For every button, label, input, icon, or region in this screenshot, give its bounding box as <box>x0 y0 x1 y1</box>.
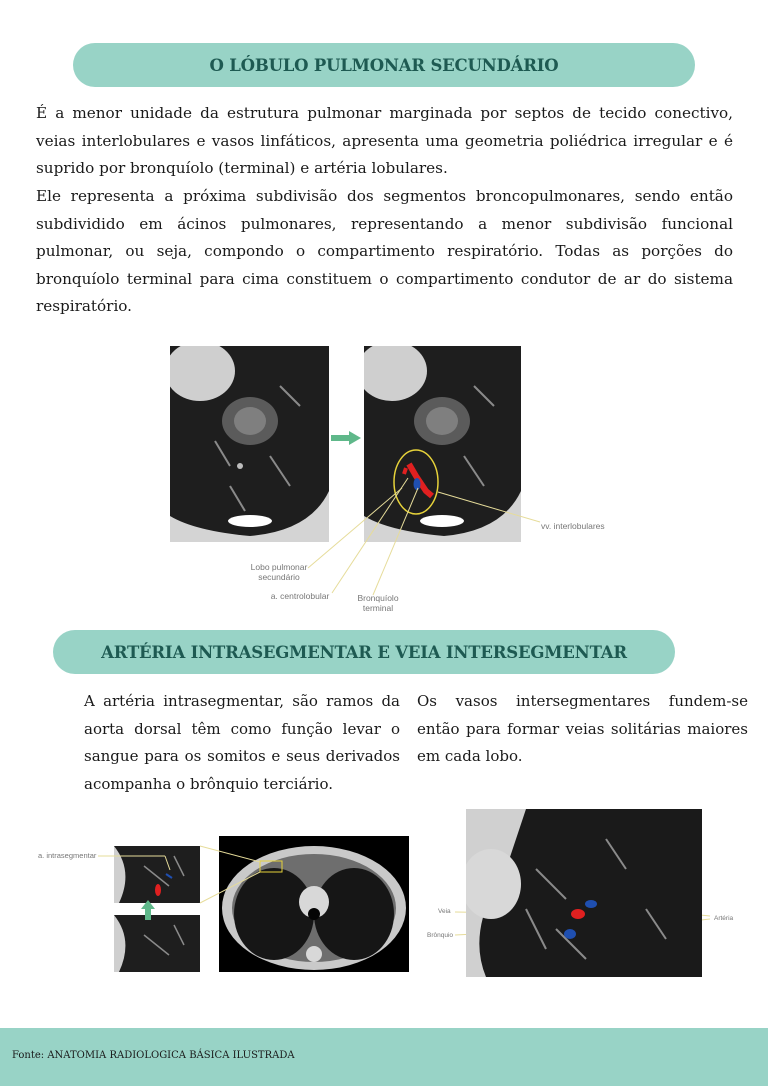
footer-bar <box>0 1028 768 1086</box>
footer-source: Fonte: ANATOMIA RADIOLOGICA BÁSICA ILUSTRADA <box>12 1050 295 1061</box>
paragraph-definition: É a menor unidade da estrutura pulmonar marginada por septos de tecido conectivo, veias interlobulares e vasos linfáticos, apresenta uma geometria poliédrica irregular e é suprido por bronquíolo (terminal) e artéria lobulares. <box>36 104 733 177</box>
section-title-arteria-text: ARTÉRIA INTRASEGMENTAR E VEIA INTERSEGMENTAR <box>101 642 627 662</box>
label-arteria: Artéria <box>714 915 734 922</box>
section-title-lobulo-text: O LÓBULO PULMONAR SECUNDÁRIO <box>209 55 559 75</box>
paragraph-subdivision: Ele representa a próxima subdivisão dos segmentos broncopulmonares, sendo então subdividido em ácinos pulmonares, representando a menor subdivisão funcional pulmonar, ou seja, compondo o compartimento respiratório. Todas as porções do bronquíolo terminal para cima constituem o compartimento condutor de ar do sistema respiratório. <box>36 187 733 315</box>
label-bronquiolo-terminal: Bronquíolo terminal <box>357 593 399 613</box>
label-lobo-pulmonar: Lobo pulmonar secundário <box>250 562 308 582</box>
paragraph-vasos-intersegmentares: Os vasos intersegmentares fundem-se então para formar veias solitárias maiores em cada lobo. <box>417 692 748 765</box>
label-intrasegmentar: a. intrasegmentar <box>38 851 97 860</box>
label-interlobulares: vv. interlobulares <box>541 521 605 531</box>
label-centrolobular: a. centrolobular <box>270 591 330 601</box>
ct-lung-vessels <box>466 809 702 977</box>
label-bronquio: Brônquio <box>427 932 454 939</box>
label-veia: Veia <box>438 908 451 915</box>
paragraph-arteria-intrasegmentar: A artéria intrasegmentar, são ramos da aorta dorsal têm como função levar o sangue para os somitos e seus derivados acompanha o brônquio terciário. <box>84 692 400 793</box>
